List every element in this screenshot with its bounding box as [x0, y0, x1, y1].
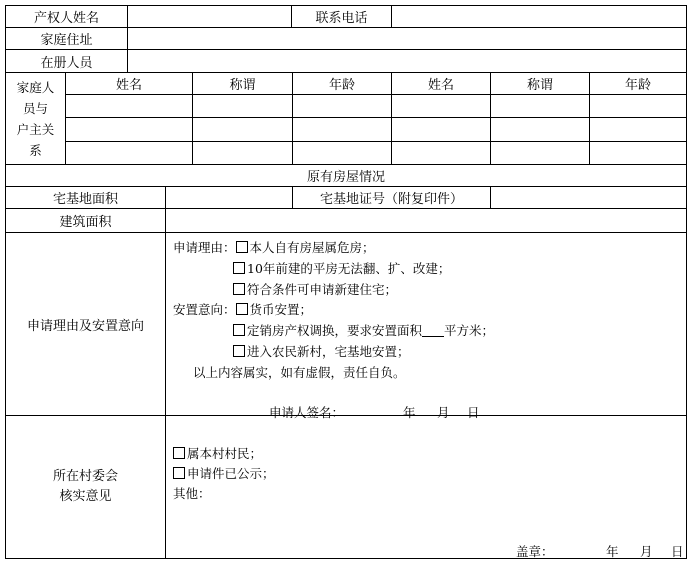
intent-option: 进入农民新村，宅基地安置；: [247, 344, 410, 359]
reason-option: 本人自有房屋属危房；: [249, 240, 375, 255]
family-cell[interactable]: [292, 117, 392, 142]
intent-line-2: [233, 321, 494, 339]
checkbox[interactable]: [173, 467, 185, 479]
family-cell[interactable]: [490, 117, 590, 142]
family-cell[interactable]: [292, 141, 392, 165]
checkbox[interactable]: [236, 241, 248, 253]
homestead-cert-field[interactable]: [490, 186, 687, 209]
column-header: [65, 72, 193, 95]
application-form: [6, 6, 687, 559]
village-option: 申请件已公示；: [187, 466, 275, 481]
intent-option: 定销房产权调换，要求安置面积: [247, 323, 423, 338]
application-content: [165, 232, 687, 420]
column-header-text: 姓名: [115, 78, 142, 93]
owner-name-field[interactable]: [127, 5, 292, 28]
seal-month: 月: [640, 544, 653, 559]
reason-line-1: [173, 238, 375, 256]
village-content: [165, 415, 687, 559]
homestead-cert-label-text: 宅基地证号（附复印件）: [319, 192, 463, 207]
signature-year: 年: [403, 405, 416, 420]
family-label-line: 员与: [22, 101, 48, 116]
building-area-label-text: 建筑面积: [59, 215, 112, 230]
column-header: [391, 72, 491, 95]
intent-option: 货币安置；: [249, 302, 313, 317]
family-cell[interactable]: [490, 141, 590, 165]
checkbox[interactable]: [233, 283, 245, 295]
seal-year: 年: [606, 544, 619, 559]
family-label-lines: [6, 73, 65, 161]
checkbox[interactable]: [233, 262, 245, 274]
village-label-line: 所在村委会: [52, 469, 118, 484]
village-option-line: [173, 464, 275, 482]
homestead-area-label-text: 宅基地面积: [52, 192, 118, 207]
family-cell[interactable]: [589, 94, 687, 118]
intent-line-3: [233, 342, 410, 360]
family-cell[interactable]: [65, 117, 193, 142]
family-cell[interactable]: [391, 94, 491, 118]
column-header: [292, 72, 392, 95]
column-header: [192, 72, 293, 95]
phone-label-text: 联系电话: [315, 11, 368, 26]
registered-field[interactable]: [127, 49, 687, 73]
area-unit: 平方米；: [444, 323, 495, 338]
family-cell[interactable]: [292, 94, 392, 118]
family-cell[interactable]: [192, 94, 293, 118]
reason-option: 符合条件可申请新建住宅；: [247, 282, 398, 297]
area-blank[interactable]: [422, 324, 444, 337]
family-label-line: 家庭人: [16, 80, 55, 95]
column-header: [490, 72, 590, 95]
family-cell[interactable]: [65, 94, 193, 118]
address-label-text: 家庭住址: [40, 33, 93, 48]
family-cell[interactable]: [65, 141, 193, 165]
phone-label: [291, 5, 392, 28]
seal-label: 盖章：: [516, 544, 554, 559]
reason-line-3: [233, 280, 397, 298]
phone-field[interactable]: [391, 5, 687, 28]
village-option: 属本村村民；: [187, 446, 263, 461]
village-label-line: 核实意见: [59, 489, 112, 504]
checkbox[interactable]: [173, 447, 185, 459]
building-area-label: [5, 208, 166, 233]
column-header-text: 年龄: [624, 78, 651, 93]
family-cell[interactable]: [192, 117, 293, 142]
family-cell[interactable]: [589, 117, 687, 142]
building-area-field[interactable]: [165, 208, 687, 233]
registered-label: [5, 49, 128, 73]
column-header-text: 姓名: [427, 78, 454, 93]
seal-day: 日: [671, 544, 684, 559]
homestead-cert-label: [292, 186, 491, 209]
village-label: [5, 415, 166, 559]
reason-option: 10年前建的平房无法翻、扩、改建；: [247, 261, 451, 276]
intent-prefix: 安置意向：: [173, 302, 236, 317]
reason-line-2: [233, 259, 450, 277]
column-header-text: 称谓: [229, 78, 256, 93]
family-cell[interactable]: [192, 141, 293, 165]
intent-line-1: [173, 300, 312, 318]
application-label: [5, 232, 166, 416]
village-other-label: 其他：: [173, 486, 211, 501]
village-option-line: [173, 444, 262, 462]
family-cell[interactable]: [391, 117, 491, 142]
family-label-line: 户主关: [16, 122, 55, 137]
family-label-line: 系: [29, 143, 42, 158]
reason-prefix: 申请理由：: [173, 240, 236, 255]
signature-month: 月: [437, 405, 450, 420]
family-cell[interactable]: [391, 141, 491, 165]
application-label-text: 申请理由及安置意向: [26, 318, 144, 334]
checkbox[interactable]: [236, 303, 248, 315]
original-housing-title-text: 原有房屋情况: [306, 170, 385, 185]
signature-label: 申请人签名：: [269, 405, 345, 420]
checkbox[interactable]: [233, 345, 245, 357]
village-label-lines: [53, 467, 118, 507]
owner-name-label: [5, 5, 128, 28]
signature-day: 日: [467, 405, 480, 420]
column-header-text: 称谓: [526, 78, 553, 93]
column-header: [589, 72, 687, 95]
owner-name-label-text: 产权人姓名: [33, 11, 99, 26]
homestead-area-field[interactable]: [165, 186, 293, 209]
declaration: 以上内容属实，如有虚假，责任自负。: [193, 365, 406, 380]
address-label: [5, 27, 128, 50]
original-housing-title: [5, 164, 687, 187]
family-cell[interactable]: [490, 94, 590, 118]
family-label: [5, 72, 66, 165]
homestead-area-label: [5, 186, 166, 209]
address-field[interactable]: [127, 27, 687, 50]
registered-label-text: 在册人员: [40, 55, 93, 71]
checkbox[interactable]: [233, 324, 245, 336]
column-header-text: 年龄: [328, 78, 355, 93]
family-cell[interactable]: [589, 141, 687, 165]
